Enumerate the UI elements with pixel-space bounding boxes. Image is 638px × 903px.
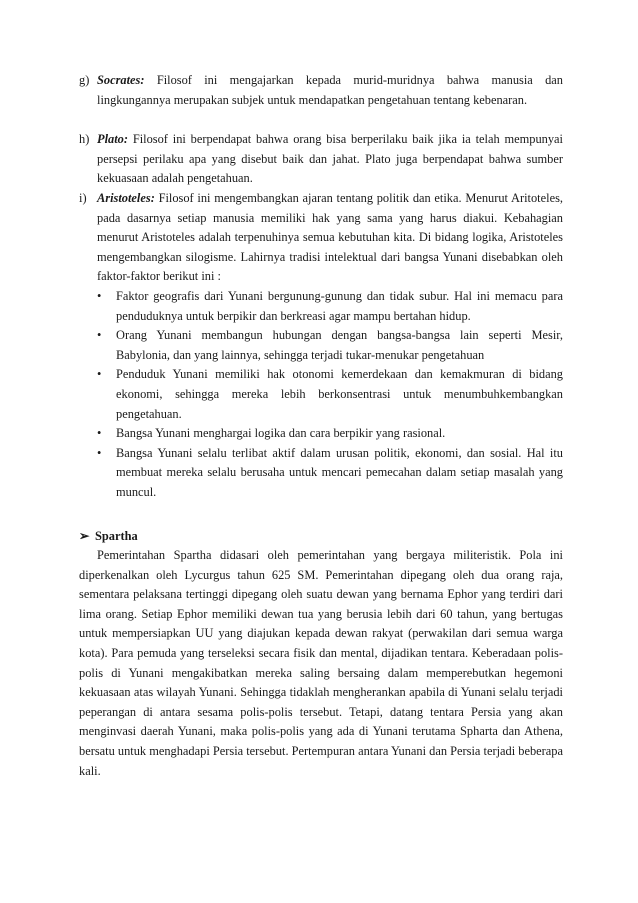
bullet-list [97, 287, 563, 503]
list-item-text [97, 71, 563, 110]
philosopher-description: Filosof ini berpendapat bahwa orang bisa berperilaku baik jika ia telah mempunyai persepsi perilaku apa yang disebut baik dan jahat. Plato juga berpendapat bahwa sumber kekuasaan adalah pengetahuan. [97, 132, 563, 186]
list-label: i) [79, 191, 87, 205]
section-paragraph: Pemerintahan Spartha didasari oleh pemerintahan yang bergaya militeristik. Pola ini diperkenalkan oleh Lycurgus tahun 625 SM. Pemerintahan dipegang oleh dua orang raja, sementara pelaksana tertinggi dipegang oleh suatu dewan yang bernama Ephor yang terdiri dari lima orang. Setiap Ephor memiliki dewan tua yang berusia lebih dari 60 tahun, yang bertugas untuk mempersiapkan UU yang diajukan kepada dewan rakyat (perwakilan dari semua warga kota). Para pemuda yang terseleksi secara fisik dan mental, dijadikan tentara. Keberadaan polis-polis di Yunani mengakibatkan mereka saling bersaing dalam memperebutkan hegemoni kekuasaan atas wilayah Yunani. Sehingga tidaklah mengherankan apabila di Yunani selalu terjadi peperangan di antara sesama polis-polis tersebut. Tetapi, datang tentara Persia yang akan menginvasi daerah Yunani, maka polis-polis yang ada di Yunani terutama Spharta dan Athena, bersatu untuk menghadapi Persia tersebut. Pertempuran antara Yunani dan Persia terjadi beberapa kali. [79, 548, 563, 778]
bullet-icon: • [97, 289, 102, 303]
bullet-icon: • [97, 426, 102, 441]
bullet-icon: • [97, 445, 102, 460]
bullet-text: Faktor geografis dari Yunani bergunung-gunung dan tidak subur. Hal ini memacu para penduduknya untuk berpikir dan berkreasi agar mampu bertahan hidup. [116, 289, 563, 323]
bullet-item [97, 326, 563, 365]
bullet-item [97, 365, 563, 424]
bullet-text: Penduduk Yunani memiliki hak otonomi kemerdekaan dan kemakmuran di bidang ekonomi, sehingga mereka lebih berkonsentrasi untuk menumbuhkembangkan pengetahuan. [116, 367, 563, 421]
philosopher-description: Filosof ini mengajarkan kepada murid-muridnya bahwa manusia dan lingkungannya merupakan subjek untuk mendapatkan pengetahuan tentang kebenaran. [97, 73, 563, 107]
section-title: Spartha [95, 529, 138, 543]
list-label: g) [79, 73, 90, 87]
philosopher-name: Socrates: [97, 73, 145, 87]
list-item-aristoteles [79, 189, 563, 287]
bullet-item [97, 444, 563, 503]
philosopher-description: Filosof ini mengembangkan ajaran tentang politik dan etika. Menurut Aritoteles, pada dasarnya setiap manusia memiliki hak yang sama yang harus diakui. Kebahagian menurut Aristoteles adalah terpenuhinya semua kebutuhan kita. Di bidang logika, Aristoteles mengembangkan silogisme. Lahirnya tradisi intelektual dari bangsa Yunani disebabkan oleh faktor-faktor berikut ini : [97, 191, 563, 284]
list-label: h) [79, 132, 90, 146]
list-item-text [97, 189, 563, 287]
bullet-text: Bangsa Yunani menghargai logika dan cara berpikir yang rasional. [116, 426, 446, 441]
list-item-plato [79, 130, 563, 189]
list-item-text [97, 130, 563, 189]
philosopher-name: Plato: [97, 132, 128, 146]
bullet-text: Orang Yunani membangun hubungan dengan bangsa-bangsa lain seperti Mesir, Babylonia, dan yang lainnya, sehingga terjadi tukar-menukar pengetahuan [116, 328, 563, 362]
bullet-icon: • [97, 328, 102, 343]
bullet-icon: • [97, 367, 102, 382]
philosopher-name: Aristoteles: [97, 191, 155, 205]
arrow-bullet-icon: ➢ [79, 529, 90, 543]
section-heading [79, 527, 138, 547]
list-item-socrates [79, 71, 563, 110]
bullet-item [97, 424, 563, 444]
bullet-text: Bangsa Yunani selalu terlibat aktif dalam urusan politik, ekonomi, dan sosial. Hal itu membuat mereka selalu berusaha untuk mencari pemecahan dalam setiap masalah yang muncul. [116, 445, 563, 499]
bullet-item [97, 287, 563, 326]
